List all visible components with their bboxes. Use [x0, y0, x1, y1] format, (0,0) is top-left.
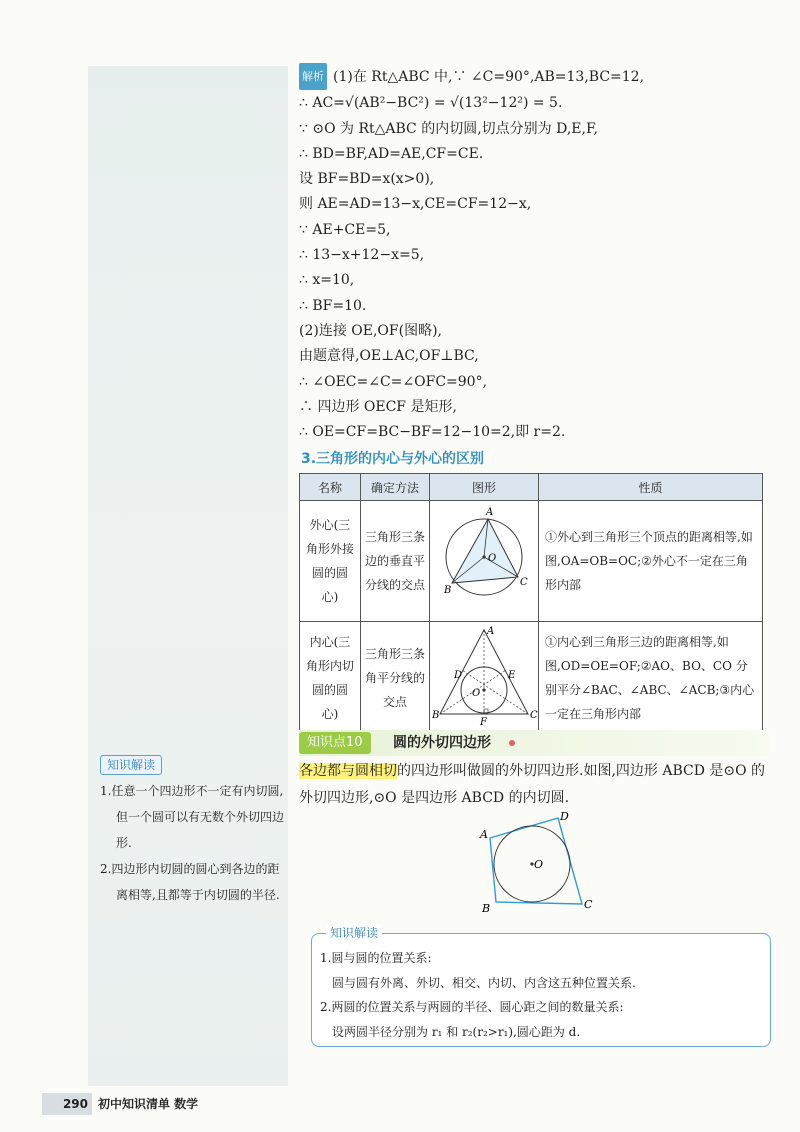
solution-line: ∴ BF=10.: [299, 297, 367, 314]
knowledge-point-header: [299, 730, 769, 756]
solution-line: ∵ AE+CE=5,: [299, 221, 391, 238]
sidebar-note: [100, 752, 290, 908]
section-heading: 3.三角形的内心与外心的区别: [301, 451, 485, 468]
note-line: 1.圆与圆的位置关系:: [320, 951, 432, 965]
row-property: ①内心到三角形三边的距离相等,如图,OD=OE=OF;②AO、BO、CO 分别平分∠BAC、∠ABC、∠ACB;③内心一定在三角形内部: [539, 622, 763, 735]
knowledge-point-badge: 知识点10: [299, 732, 371, 754]
solution-line: ∴ OE=CF=BC−BF=12−10=2,即 r=2.: [299, 424, 566, 441]
table-header: 性质: [539, 474, 763, 501]
table-row: [300, 501, 763, 622]
label-d: D: [454, 670, 463, 682]
knowledge-note-box: [311, 926, 771, 1047]
solution-line: 设 BF=BD=x(x>0),: [299, 171, 435, 188]
note-line: 2.两圆的位置关系与两圆的半径、圆心距之间的数量关系:: [320, 1000, 624, 1014]
book-title: 初中知识清单 数学: [98, 1097, 199, 1111]
solution-tag: 解析: [299, 63, 327, 90]
label-b: B: [482, 902, 491, 915]
label-c: C: [584, 898, 593, 911]
row-method: 三角形三条边的垂直平分线的交点: [361, 501, 430, 622]
note-body: [320, 946, 636, 1044]
table-row: [300, 622, 763, 735]
solution-line: ∴ AC=√(AB²−BC²) = √(13²−12²) = 5.: [299, 95, 563, 112]
solution-line: ∴ 13−x+12−x=5,: [299, 247, 425, 264]
knowledge-point-title: 圆的外切四边形: [393, 735, 491, 751]
tangential-quadrilateral-figure: [478, 810, 598, 918]
table-header: 图形: [430, 474, 539, 501]
label-a: A: [480, 828, 488, 841]
solution-line: ∴ ∠OEC=∠C=∠OFC=90°,: [299, 373, 488, 390]
sidebar-item: 2.四边形内切圆的圆心到各边的距离相等,且都等于内切圆的半径.: [100, 862, 280, 902]
solution-line: ∴ BD=BF,AD=AE,CF=CE.: [299, 145, 484, 162]
solution-line-1: 解析 (1)在 Rt△ABC 中,∵ ∠C=90°,AB=13,BC=12,: [299, 64, 769, 91]
label-e: E: [508, 670, 516, 682]
label-a: A: [486, 507, 494, 519]
solution-line: ∴ x=10,: [299, 272, 355, 289]
solution-line: 则 AE=AD=13−x,CE=CF=12−x,: [299, 196, 532, 213]
solution-block: [299, 64, 769, 735]
circumcircle-figure: [430, 501, 539, 622]
row-name: 外心(三角形外接圆的圆心): [300, 501, 361, 622]
row-method: 三角形三条角平分线的交点: [361, 622, 430, 735]
note-tag: 知识解读: [326, 924, 382, 941]
table-header-row: [300, 474, 763, 501]
sidebar-tag: 知识解读: [100, 755, 162, 775]
incircle-diagram: [430, 622, 538, 726]
table-header: 名称: [300, 474, 361, 501]
star-marker-icon: [509, 740, 515, 746]
label-b: B: [444, 585, 452, 597]
label-f: F: [480, 717, 487, 727]
solution-line: 由题意得,OE⊥AC,OF⊥BC,: [299, 348, 479, 365]
highlighted-phrase: 各边都与圆相切: [299, 763, 397, 779]
label-o: O: [472, 688, 481, 700]
note-line: 圆与圆有外离、外切、相交、内切、内含这五种位置关系.: [332, 975, 636, 990]
circumcircle-diagram: [430, 501, 538, 613]
label-a: A: [487, 626, 495, 638]
table-header: 确定方法: [361, 474, 430, 501]
solution-line: ∴ 四边形 OECF 是矩形,: [299, 398, 457, 415]
incircle-figure: [430, 622, 539, 735]
sidebar-item: 1.任意一个四边形不一定有内切圆,但一个圆可以有无数个外切四边形.: [100, 784, 285, 850]
left-margin-column: [88, 66, 288, 1086]
definition-text: 各边都与圆相切的四边形叫做圆的外切四边形.如图,四边形 ABCD 是⊙O 的外切四边形,⊙O 是四边形 ABCD 的内切圆.: [299, 763, 766, 806]
solution-line: ∵ ⊙O 为 Rt△ABC 的内切圆,切点分别为 D,E,F,: [299, 120, 598, 137]
label-o: O: [534, 858, 544, 871]
note-line: 设两圆半径分别为 r₁ 和 r₂(r₂>r₁),圆心距为 d.: [332, 1024, 581, 1039]
solution-line: (2)连接 OE,OF(图略),: [299, 322, 442, 339]
row-name: 内心(三角形内切圆的圆心): [300, 622, 361, 735]
label-o: O: [488, 553, 497, 565]
label-c: C: [520, 577, 528, 589]
label-d: D: [560, 810, 569, 823]
label-c: C: [530, 710, 538, 722]
page-number: 290: [42, 1093, 92, 1115]
comparison-table: [299, 473, 763, 735]
row-property: ①外心到三角形三个顶点的距离相等,如图,OA=OB=OC;②外心不一定在三角形内部: [539, 501, 763, 622]
page-footer: [42, 1093, 272, 1115]
label-b: B: [432, 710, 440, 722]
